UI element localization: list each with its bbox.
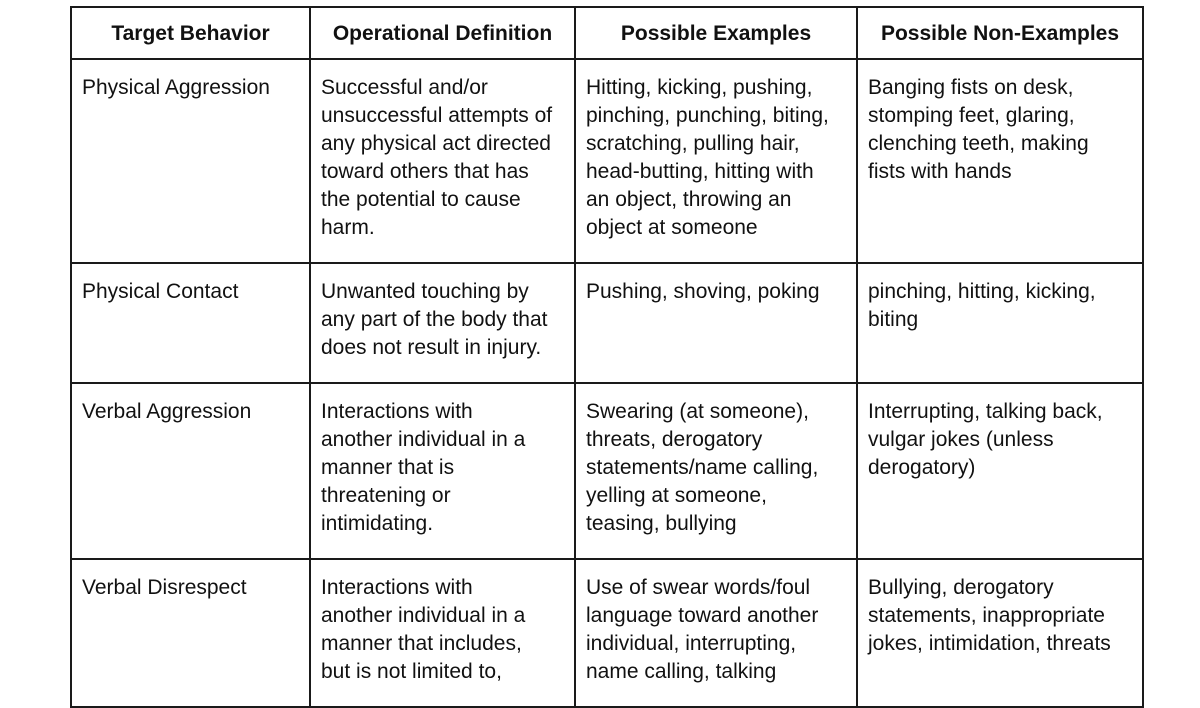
table-row	[71, 59, 1143, 263]
non-examples-cell	[857, 559, 1143, 707]
behavior-cell	[71, 263, 310, 383]
behavior-text: Verbal Aggression	[82, 400, 252, 423]
behavior-definitions-table	[70, 6, 1144, 708]
definition-text: Successful and/or unsuccessful attempts of any physical act directed toward others that has the potential to cause harm.	[321, 76, 553, 239]
non-examples-cell	[857, 59, 1143, 263]
examples-text: Use of swear words/foul language toward another individual, interrupting, name calling, talking	[586, 576, 819, 683]
behavior-text: Physical Contact	[82, 280, 239, 303]
definition-text: Interactions with another individual in a manner that includes, but is not limited to,	[321, 576, 526, 683]
table-row	[71, 559, 1143, 707]
non-examples-cell	[857, 383, 1143, 559]
examples-text: Pushing, shoving, poking	[586, 280, 820, 303]
definition-cell	[310, 59, 575, 263]
behavior-cell	[71, 383, 310, 559]
non-examples-text: pinching, hitting, kicking, biting	[868, 280, 1096, 331]
definition-text: Interactions with another individual in a manner that is threatening or intimidating.	[321, 400, 526, 535]
examples-text: Swearing (at someone), threats, derogatory statements/name calling, yelling at someone, teasing, bullying	[586, 400, 819, 535]
behavior-text: Verbal Disrespect	[82, 576, 247, 599]
behavior-cell	[71, 59, 310, 263]
column-header-possible-examples: Possible Examples	[575, 7, 857, 59]
examples-cell	[575, 559, 857, 707]
definition-cell	[310, 263, 575, 383]
table-header-row	[71, 7, 1143, 59]
examples-cell	[575, 59, 857, 263]
table-row	[71, 383, 1143, 559]
definition-cell	[310, 559, 575, 707]
definition-text: Unwanted touching by any part of the body that does not result in injury.	[321, 280, 548, 359]
column-header-operational-definition: Operational Definition	[310, 7, 575, 59]
behavior-text: Physical Aggression	[82, 76, 270, 99]
examples-text: Hitting, kicking, pushing, pinching, punching, biting, scratching, pulling hair, head-butting, hitting with an object, throwing an object at someone	[586, 76, 829, 239]
table-row	[71, 263, 1143, 383]
non-examples-text: Bullying, derogatory statements, inappropriate jokes, intimidation, threats	[868, 576, 1111, 655]
column-header-target-behavior: Target Behavior	[71, 7, 310, 59]
behavior-cell	[71, 559, 310, 707]
non-examples-text: Banging fists on desk, stomping feet, glaring, clenching teeth, making fists with hands	[868, 76, 1089, 183]
examples-cell	[575, 383, 857, 559]
examples-cell	[575, 263, 857, 383]
non-examples-cell	[857, 263, 1143, 383]
column-header-possible-non-examples: Possible Non-Examples	[857, 7, 1143, 59]
non-examples-text: Interrupting, talking back, vulgar jokes (unless derogatory)	[868, 400, 1103, 479]
definition-cell	[310, 383, 575, 559]
